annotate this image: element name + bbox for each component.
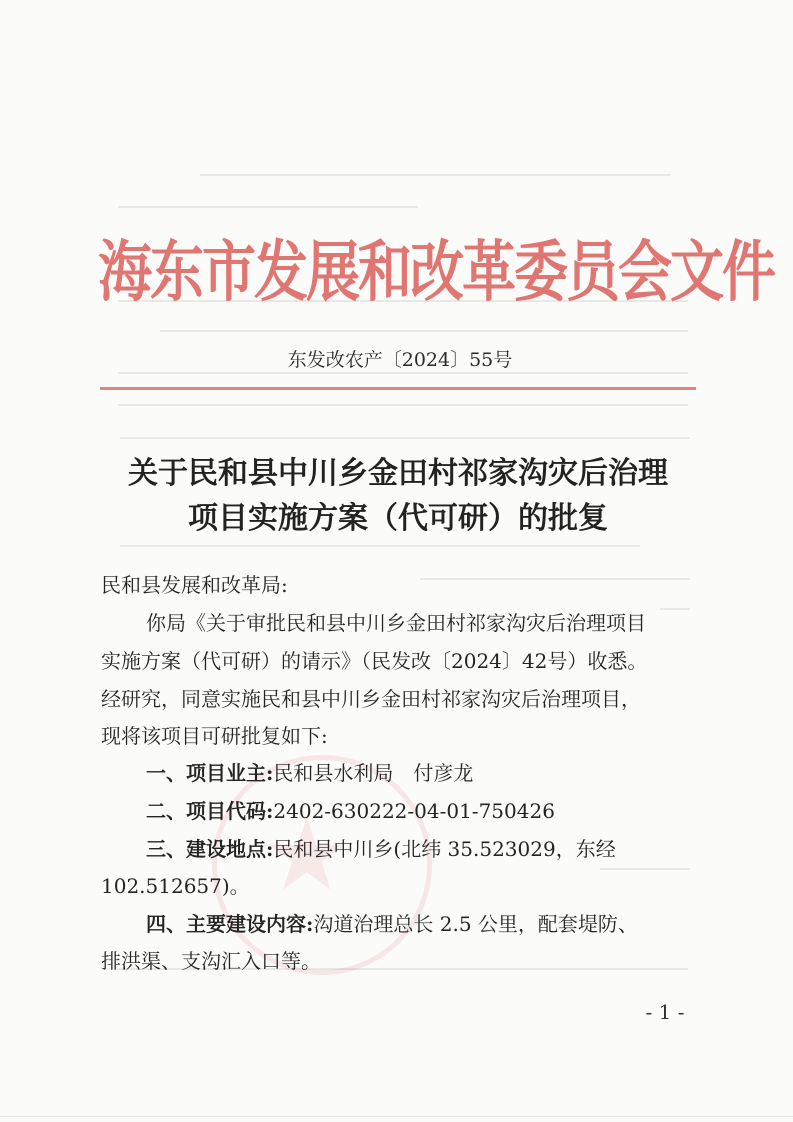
item-value: 民和县水利局 付彦龙	[273, 761, 474, 785]
bleed-through-line	[660, 608, 690, 610]
paragraph-line: 现将该项目可研批复如下:	[101, 724, 328, 748]
document-title-line-1: 关于民和县中川乡金田村祁家沟灾后治理	[128, 456, 668, 491]
paragraph-line: 经研究，同意实施民和县中川乡金田村祁家沟灾后治理项目，	[101, 687, 641, 711]
paragraph-line: 实施方案（代可研）的请示》（民发改〔2024〕42号）收悉。	[101, 649, 648, 673]
item-label: 四、主要建设内容:	[146, 912, 314, 936]
item-value: 民和县中川乡(北纬 35.523029，东经	[273, 837, 616, 861]
item-label: 一、项目业主:	[146, 761, 274, 785]
item-location-cont: 102.512657)。	[101, 874, 250, 898]
item-location	[146, 836, 616, 862]
item-project-owner	[146, 760, 473, 786]
item-construction-content	[146, 911, 638, 937]
bleed-through-line	[600, 868, 690, 870]
bleed-through-line	[420, 578, 690, 580]
item-value: 沟道治理总长 2.5 公里，配套堤防、	[313, 912, 638, 936]
page-number: - 1 -	[645, 1000, 685, 1024]
red-divider	[100, 387, 696, 390]
bleed-through-line	[200, 174, 670, 176]
seal-star-icon: ★	[262, 796, 352, 913]
bleed-through-line	[120, 545, 640, 547]
item-value: 2402-630222-04-01-750426	[273, 799, 555, 823]
document-title-line-2: 项目实施方案（代可研）的批复	[188, 501, 608, 536]
bleed-through-line	[120, 437, 690, 439]
item-construction-content-cont: 排洪渠、支沟汇入口等。	[101, 949, 321, 973]
bleed-through-line	[118, 206, 418, 208]
issuer-title: 海东市发展和改革委员会文件	[98, 232, 774, 311]
recipient: 民和县发展和改革局:	[101, 573, 288, 597]
paragraph-line: 你局《关于审批民和县中川乡金田村祁家沟灾后治理项目	[146, 611, 646, 635]
item-project-code	[146, 798, 555, 824]
bleed-through-line	[118, 404, 688, 406]
document-number: 东发改农产〔2024〕55号	[287, 349, 513, 371]
item-label: 三、建设地点:	[146, 837, 274, 861]
bleed-through-line	[160, 330, 688, 332]
item-label: 二、项目代码:	[146, 799, 274, 823]
bleed-through-line	[118, 372, 688, 374]
page-edge	[0, 1116, 793, 1117]
